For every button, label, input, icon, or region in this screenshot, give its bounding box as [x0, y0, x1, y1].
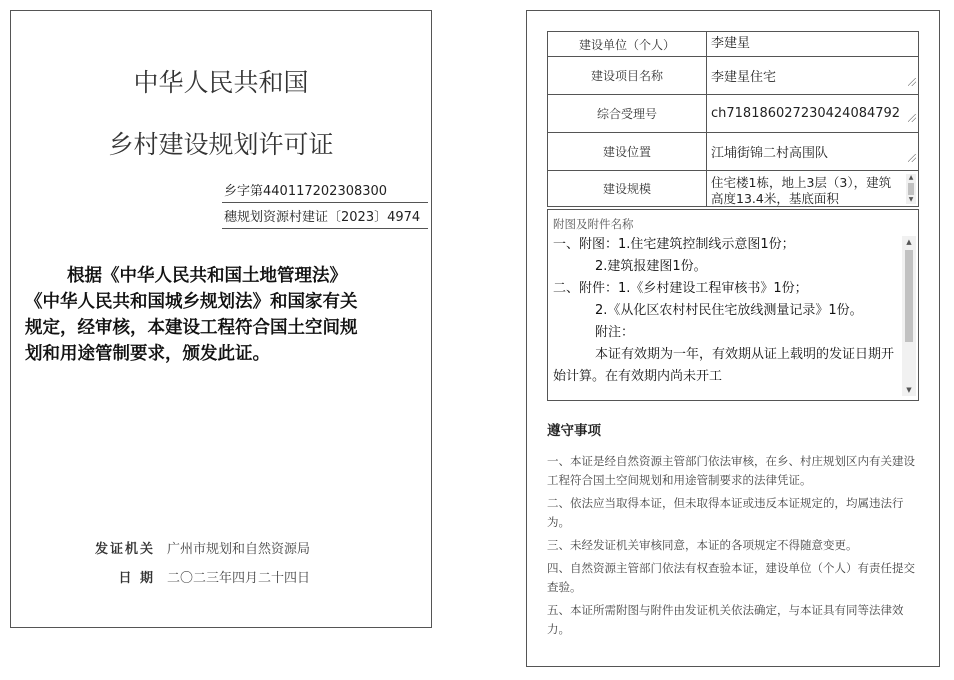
details-panel — [526, 10, 940, 667]
issuer-label: 发证机关 — [94, 542, 155, 557]
info-row — [548, 171, 919, 207]
date-value: 二〇二三年四月二十四日 — [167, 571, 311, 586]
attachment-line: 2.建筑报建图1份。 — [595, 259, 707, 274]
declaration-line: 划和用途管制要求，颁发此证。 — [25, 344, 270, 364]
location-field[interactable] — [707, 139, 918, 164]
field-label: 综合受理号 — [548, 95, 707, 133]
attachments-box — [547, 209, 919, 401]
scroll-up-icon[interactable]: ▲ — [906, 238, 912, 246]
info-row — [548, 32, 919, 57]
certificate-code-1: 乡字第440117202308300 — [222, 181, 428, 203]
notice-item: 五、本证所需附图与附件由发证机关依法确定，与本证具有同等法律效力。 — [547, 603, 904, 636]
certificate-title-line1: 中华人民共和国 — [133, 68, 309, 97]
scale-text: 住宅楼1栋，地上3层（3），建筑高度13.4米，基底面积 — [711, 174, 892, 206]
declaration-line: 《中华人民共和国城乡规划法》和国家有关 — [25, 292, 358, 312]
applicant-field[interactable]: 李建星 — [711, 36, 751, 51]
notice-item: 四、自然资源主管部门依法有权查验本证，建设单位（个人）有责任提交查验。 — [547, 561, 915, 594]
scroll-up-icon[interactable]: ▲ — [908, 173, 914, 181]
certificate-title-line2: 乡村建设规划许可证 — [108, 130, 334, 159]
attachment-line: 附注： — [595, 325, 635, 340]
field-value-cell — [707, 95, 919, 133]
info-row — [548, 133, 919, 171]
issue-date-row — [11, 567, 431, 586]
acceptance-number-text: ch718186027230424084792 — [711, 106, 901, 121]
notice-list — [547, 452, 923, 643]
resize-grip-icon[interactable] — [908, 78, 916, 86]
project-name-text: 李建星住宅 — [711, 70, 777, 85]
acceptance-number-field[interactable] — [707, 103, 918, 124]
field-label: 建设规模 — [548, 171, 707, 207]
info-row — [548, 95, 919, 133]
field-label: 建设单位（个人） — [548, 32, 707, 57]
attachment-line: 一、附图：1.住宅建筑控制线示意图1份； — [553, 237, 795, 252]
attachment-line: 本证有效期为一年，有效期从证上载明的发证日期开始计算。在有效期内尚未开工 — [553, 347, 895, 384]
resize-grip-icon[interactable] — [908, 154, 916, 162]
scroll-down-icon[interactable]: ▼ — [908, 195, 914, 203]
project-name-field[interactable] — [707, 63, 918, 88]
attachments-textarea[interactable] — [553, 234, 899, 398]
info-row — [548, 57, 919, 95]
attachments-scrollbar[interactable] — [902, 236, 916, 396]
scroll-thumb[interactable] — [908, 183, 914, 195]
notice-title: 遵守事项 — [547, 423, 601, 439]
field-value-cell — [707, 133, 919, 171]
scroll-down-icon[interactable]: ▼ — [906, 386, 912, 394]
declaration-line: 规定，经审核，本建设工程符合国土空间规 — [25, 318, 358, 338]
attachment-line: 2.《从化区农村村民住宅放线测量记录》1份。 — [595, 303, 863, 318]
certificate-code-2: 穗规划资源村建证〔2023〕4974 — [222, 207, 428, 229]
field-value-cell — [707, 57, 919, 95]
field-label: 建设位置 — [548, 133, 707, 171]
scroll-thumb[interactable] — [905, 250, 913, 342]
field-value-cell — [707, 171, 919, 207]
notice-item: 三、未经发证机关审核同意，本证的各项规定不得随意变更。 — [547, 538, 858, 552]
attachment-line: 二、附件：1.《乡村建设工程审核书》1份； — [553, 281, 808, 296]
attachments-label: 附图及附件名称 — [553, 217, 634, 231]
project-info-table — [547, 31, 919, 207]
certificate-declaration — [25, 263, 423, 367]
scale-scrollbar[interactable] — [906, 174, 916, 204]
issuer-value: 广州市规划和自然资源局 — [167, 542, 311, 557]
notice-item: 一、本证是经自然资源主管部门依法审核，在乡、村庄规划区内有关建设工程符合国土空间规划和用途管制要求的法律凭证。 — [547, 454, 915, 487]
declaration-line: 根据《中华人民共和国土地管理法》 — [67, 266, 347, 286]
scale-field[interactable] — [707, 172, 918, 206]
field-value-cell — [707, 32, 919, 57]
notice-item: 二、依法应当取得本证，但未取得本证或违反本证规定的，均属违法行为。 — [547, 496, 904, 529]
resize-grip-icon[interactable] — [908, 114, 916, 122]
certificate-panel — [10, 10, 432, 628]
field-label: 建设项目名称 — [548, 57, 707, 95]
date-label: 日 期 — [118, 571, 155, 586]
issuer-row — [11, 538, 431, 557]
location-text: 江埔街锦二村高围队 — [711, 146, 829, 161]
